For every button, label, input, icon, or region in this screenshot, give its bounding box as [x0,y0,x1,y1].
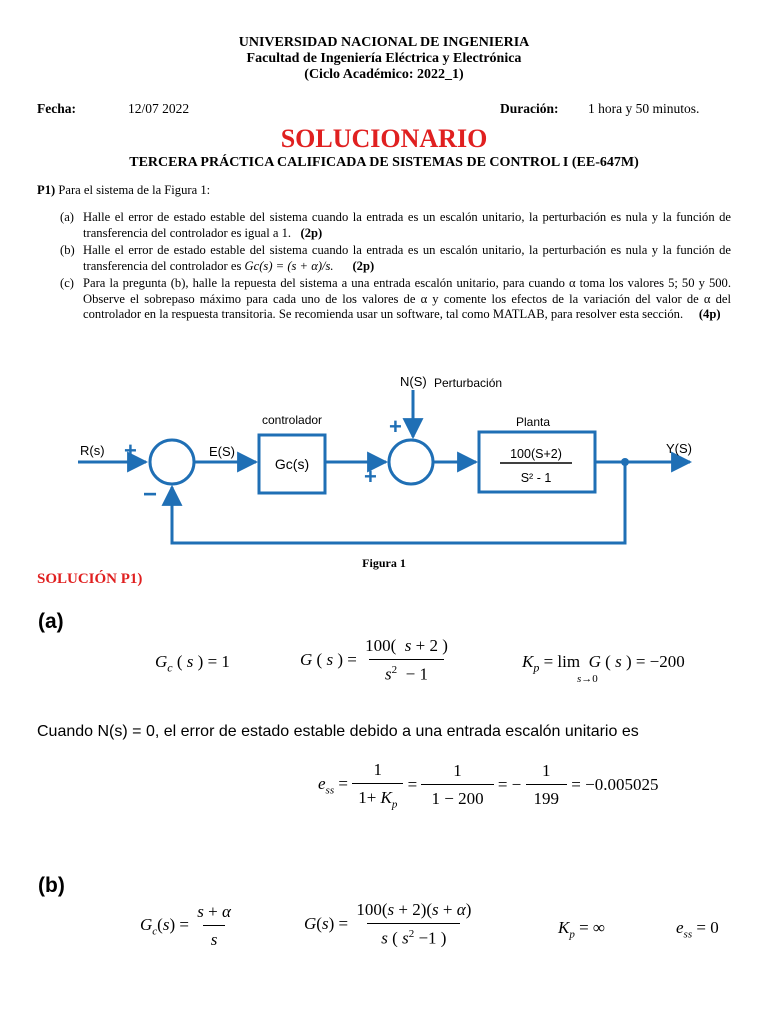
output-label: Y(S) [666,441,692,456]
item-a [83,210,731,241]
part-b-ess-equation: $e_{ss} = 0$ [676,918,719,941]
plus-sign-input: + [124,438,137,463]
date-label: Fecha: [37,101,76,116]
summing-junction-2 [389,440,433,484]
summing-junction-1 [150,440,194,484]
duration-label: Duración: [500,101,559,116]
figure-caption: Figura 1 [362,556,406,570]
solution-heading: SOLUCIÓN P1) [37,571,143,587]
minus-sign-feedback: − [143,481,158,508]
part-a-statement: Cuando N(s) = 0, el error de estado estable debido a una entrada escalón unitario es [37,723,639,740]
item-b [83,243,731,274]
part-a-kp-equation: $K_p = \lim G$ ( s ) = −200 s→0 [522,652,685,686]
plant-numerator: 100(S+2) [510,447,562,461]
academic-cycle: (Ciclo Académico: 2022_1) [304,67,464,82]
part-b-gc-equation: $G_c(s)$ = $\frac{s + \alpha}{s}$ [140,902,231,949]
part-a-gc-equation: $G_c$ ( s ) = 1 [155,652,230,675]
university-name: UNIVERSIDAD NACIONAL DE INGENIERIA [238,35,530,50]
disturbance-label: N(S) [400,374,427,389]
problem-intro-text: Para el sistema de la Figura 1: [58,183,211,197]
document-title: SOLUCIONARIO [280,124,488,153]
item-b-points: (2p) [352,258,375,273]
part-b-g-equation: G(s) = $\frac{100(s + 2)(s + \alpha)}{s ( s^2 -1 )}$ [304,900,472,948]
error-label: E(S) [209,444,235,459]
disturbance-desc: Perturbación [434,376,503,390]
item-c [83,276,731,323]
block-diagram [0,360,768,560]
part-b-kp-equation: $K_p$ = ∞ [558,918,606,941]
item-c-text: Para la pregunta (b), halle la repuesta del sistema a una entrada escalón unitario, para cuando α toma los valores 5; 50 y 500. Observe el sobrepaso máximo para cada uno de los valores de α y comente los efectos de la variación del valor de α del controlador en la respuesta transitoria. Se recomienda usar un software, tal como MATLAB, para resolver esta sección. [83,276,731,322]
plant-denominator: S² - 1 [520,471,552,485]
plus-sign-disturbance: + [389,414,402,439]
faculty-name: Facultad de Ingeniería Eléctrica y Electrónica [246,51,522,66]
item-a-marker: (a) [60,210,74,224]
controller-block-text: Gc(s) [274,456,310,472]
item-a-text: Halle el error de estado estable del sistema cuando la entrada es un escalón unitario, la perturbación es nula y la función de transferencia del controlador es igual a 1. [83,210,731,240]
part-a-label: (a) [38,610,64,633]
item-b-formula: Gc(s) = (s + α)/s. [244,258,334,273]
part-b-label: (b) [38,874,65,897]
duration-value: 1 hora y 50 minutos. [588,101,700,116]
date-value: 12/07 2022 [128,101,190,116]
problem-intro [37,183,210,198]
part-a-ess-equation: $e_{ss}$ = $\frac{1}{1+ K_p}$ = $\frac{1}{1 - 200}$ = − $\frac{1}{199}$ = −0.005025 [318,760,659,811]
item-c-marker: (c) [60,276,74,290]
plant-label: Planta [516,415,551,429]
takeoff-point [621,458,629,466]
part-a-ess-value: −0.005025 [585,775,659,795]
item-b-text: Halle el error de estado estable del sistema cuando la entrada es un escalón unitario, la perturbación es nula y la función de transferencia del controlador es [83,243,731,273]
problem-label: P1) [37,183,56,197]
part-a-g-equation: G ( s ) = $\frac{100( s + 2 )}{s^2 - 1}$ [300,636,448,684]
item-c-points: (4p) [698,307,721,322]
item-a-points: (2p) [300,225,323,240]
controller-label: controlador [262,413,323,427]
plus-sign-controller: + [364,464,377,489]
feedback-path [172,462,625,543]
input-label: R(s) [80,443,105,458]
item-b-marker: (b) [60,243,75,257]
document-subtitle: TERCERA PRÁCTICA CALIFICADA DE SISTEMAS DE CONTROL I (EE-647M) [129,155,639,170]
